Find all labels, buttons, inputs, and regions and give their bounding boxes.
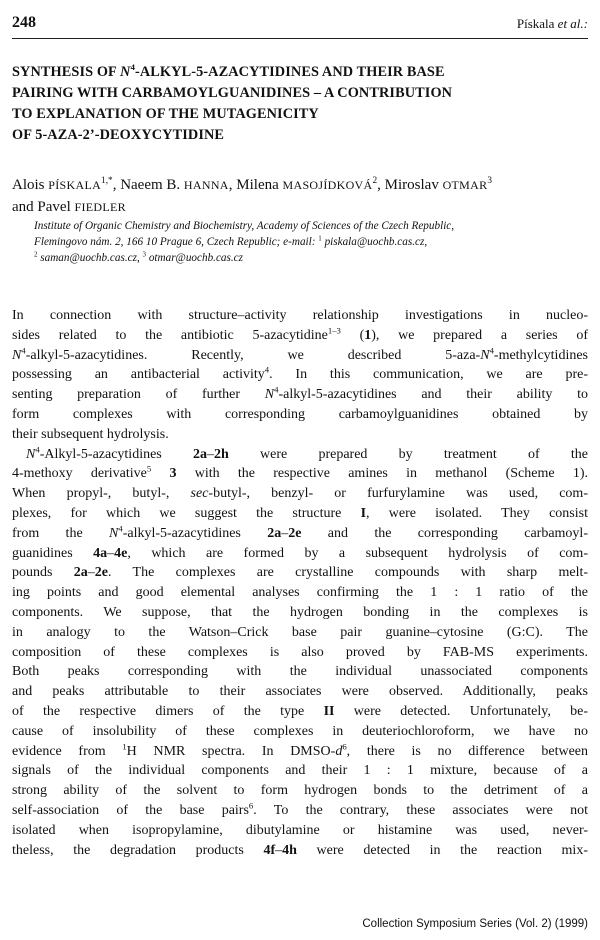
body-line: self-association of the base pairs$^6$. To the contrary, these associates were not (12, 800, 588, 818)
body-line: pounds 2a–2e. The complexes are crystalline compounds with sharp melt- (12, 565, 588, 581)
body-text (12, 306, 588, 860)
body-line: composition of these complexes is also proved by FAB-MS experiments. (12, 644, 588, 660)
body-line: of the respective dimers of the type II were detected. Unfortunately, be- (12, 703, 588, 719)
header-rule (12, 38, 588, 39)
affiliation-line-3: $^2$ saman@uochb.cas.cz, $^3$ otmar@uochb.cas.cz (34, 250, 243, 264)
body-line: evidence from $^1$H NMR spectra. In DMSO-$d^6$, there is no difference between (12, 741, 588, 759)
body-line: theless, the degradation products 4f–4h were detected in the reaction mix- (12, 842, 588, 858)
body-line: When propyl-, butyl-, sec-butyl-, benzyl- or furfurylamine was used, com- (12, 486, 588, 502)
author-line-1: Alois $PÍSKALA^{1,*}$, Naeem B. HANNA, Milena MASOJÍDKOVÁ$^2$, Miroslav OTMAR$^3$ (12, 176, 493, 193)
body-line: $N^4-alkyl-5$-azacytidines. Recently, we described $5-aza-N^4$-methylcytidines (12, 345, 588, 363)
body-line: in analogy to the Watson–Crick base pair guanine–cytosine (G:C). The (12, 624, 588, 640)
page-header (12, 14, 588, 36)
title-line-2: PAIRING WITH CARBAMOYLGUANIDINES – A CONTRIBUTION (12, 85, 453, 101)
body-line: signals of the individual components and their 1 : 1 mixture, because of a (12, 763, 588, 779)
body-line: plexes, for which we suggest the structure I, were isolated. They consist (12, 505, 588, 521)
body-line: isolated when isopropylamine, dibutylamine or histamine was used, never- (12, 822, 588, 838)
title-line-1: SYNTHESIS OF $N^4-ALKYL-5$-AZACYTIDINES AND THEIR BASE (12, 62, 445, 80)
body-line: cause of insolubility of these complexes in deuteriochloroform, we have no (12, 723, 588, 739)
running-head-etal: et al.: (557, 16, 588, 31)
affiliation-line-1: Institute of Organic Chemistry and Biochemistry, Academy of Sciences of the Czech Republic, (34, 220, 455, 232)
author-list (12, 174, 492, 218)
body-line: and peaks attributable to their associates were observed. Additionally, peaks (12, 684, 588, 700)
title-line-4: OF 5-AZA-2’-DEOXYCYTIDINE (12, 127, 225, 143)
body-line: possessing an antibacterial activity$^4$. In this communication, we are pre- (12, 365, 588, 383)
footer-series: Collection Symposium Series (Vol. 2) (1999) (362, 918, 588, 930)
affiliation-line-2: Flemingovo nám. 2, 166 10 Prague 6, Czech Republic; e-mail: $^1$ piskala@uochb.cas.cz, (34, 234, 428, 248)
author-surname: PÍSKALA (48, 178, 102, 192)
body-line: form complexes with corresponding carbamoylguanidines obtained by (12, 406, 588, 422)
body-line: components. We suppose, that the hydrogen bonding in the complexes is (12, 604, 588, 620)
running-head (517, 16, 588, 32)
author-line-2: and Pavel FIEDLER (12, 199, 126, 215)
body-line: sides related to the antibiotic 5-azacytidine$^{1-3}$ (1), we prepared a series of (12, 325, 588, 343)
author-surname: MASOJÍDKOVÁ (282, 178, 373, 192)
body-line: Both peaks corresponding with the individual unassociated components (12, 664, 588, 680)
body-line: from the $N^4-alkyl-5$-azacytidines 2a–2e and the corresponding carbamoyl- (12, 523, 588, 541)
body-line: In connection with structure–activity relationship investigations in nucleo- (12, 308, 588, 323)
body-line: ing points and good elemental analyses confirming the 1 : 1 ratio of the (12, 585, 588, 601)
running-head-author: Pískala (516, 16, 555, 31)
author-surname: OTMAR (442, 178, 488, 192)
body-line: guanidines 4a–4e, which are formed by a subsequent hydrolysis of com- (12, 545, 588, 561)
body-line: senting preparation of further $N^4-alkyl-5$-azacytidines and their ability to (12, 385, 588, 403)
author-surname: HANNA (183, 178, 229, 192)
title-line-3: TO EXPLANATION OF THE MUTAGENICITY (12, 106, 319, 122)
article-title (12, 62, 552, 146)
page-number: 248 (12, 14, 36, 31)
body-line: strong ability of the solvent to form hydrogen bonds to the detriment of a (12, 783, 588, 799)
body-line: 4-methoxy derivative$^5$ 3 with the respective amines in methanol (Scheme 1). (12, 464, 588, 482)
affiliation (34, 218, 454, 266)
author-surname: FIEDLER (74, 200, 126, 214)
body-line: their subsequent hydrolysis. (12, 426, 169, 442)
body-line: $N^4-Alkyl-5$-azacytidines 2a–2h were prepared by treatment of the (26, 444, 588, 462)
